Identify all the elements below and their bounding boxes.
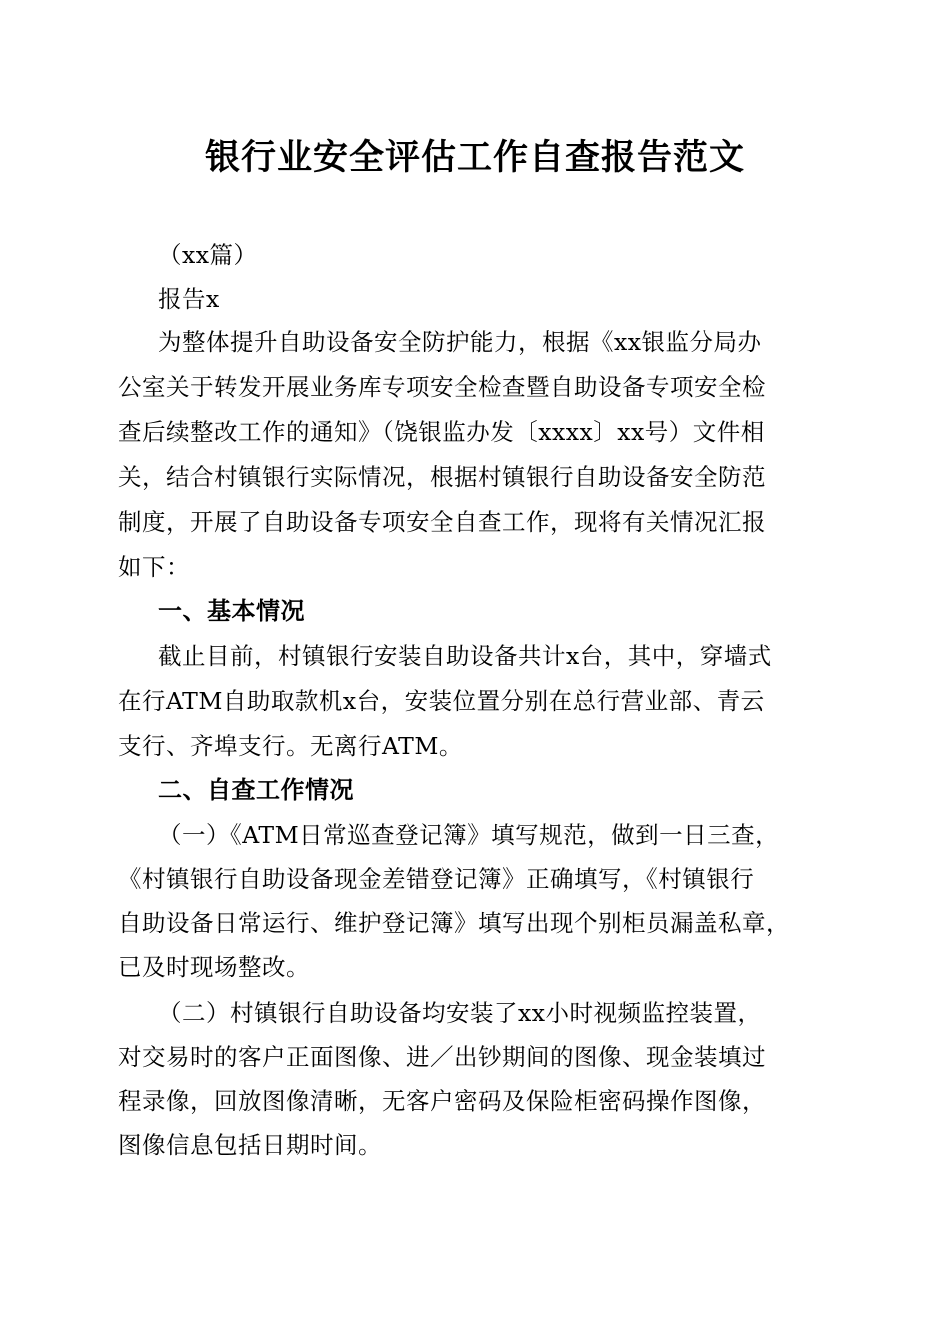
intro-line-5: 制度，开展了自助设备专项安全自查工作，现将有关情况汇报: [118, 508, 766, 536]
report-label: 报告x: [158, 285, 220, 313]
section2-item2-line-3: 程录像，回放图像清晰，无客户密码及保险柜密码操作图像，: [118, 1087, 766, 1115]
section-heading-basic: 一、基本情况: [158, 597, 305, 625]
section2-item2-line-4: 图像信息包括日期时间。: [118, 1131, 382, 1159]
intro-line-4: 关，结合村镇银行实际情况，根据村镇银行自助设备安全防范: [118, 463, 766, 491]
section1-line-1: 截止目前，村镇银行安装自助设备共计x台，其中，穿墙式: [158, 642, 772, 670]
intro-line-1: 为整体提升自助设备安全防护能力，根据《xx银监分局办: [158, 328, 762, 356]
section2-item1-line-2: 《村镇银行自助设备现金差错登记簿》正确填写，《村镇银行: [118, 865, 755, 893]
document-subtitle: （xx篇）: [158, 241, 258, 269]
intro-line-2: 公室关于转发开展业务库专项安全检查暨自助设备专项安全检: [118, 373, 766, 401]
section1-line-3: 支行、齐埠支行。无离行ATM。: [118, 732, 463, 760]
section1-line-2: 在行ATM自助取款机x台，安装位置分别在总行营业部、青云: [118, 687, 765, 715]
section2-item2-line-2: 对交易时的客户正面图像、进／出钞期间的图像、现金装填过: [118, 1043, 766, 1071]
section2-item1-line-1: （一）《ATM日常巡查登记簿》填写规范，做到一日三查，: [158, 821, 780, 849]
document-title: 银行业安全评估工作自查报告范文: [204, 137, 745, 178]
intro-line-6: 如下：: [118, 553, 190, 581]
section-heading-selfcheck: 二、自查工作情况: [158, 776, 354, 804]
intro-line-3: 查后续整改工作的通知》（饶银监办发〔xxxx〕xx号）文件相: [118, 418, 765, 446]
section2-item1-line-4: 已及时现场整改。: [118, 953, 310, 981]
section2-item2-line-1: （二）村镇银行自助设备均安装了xx小时视频监控装置，: [158, 999, 762, 1027]
section2-item1-line-3: 自助设备日常运行、维护登记簿》填写出现个别柜员漏盖私章，: [118, 909, 790, 937]
